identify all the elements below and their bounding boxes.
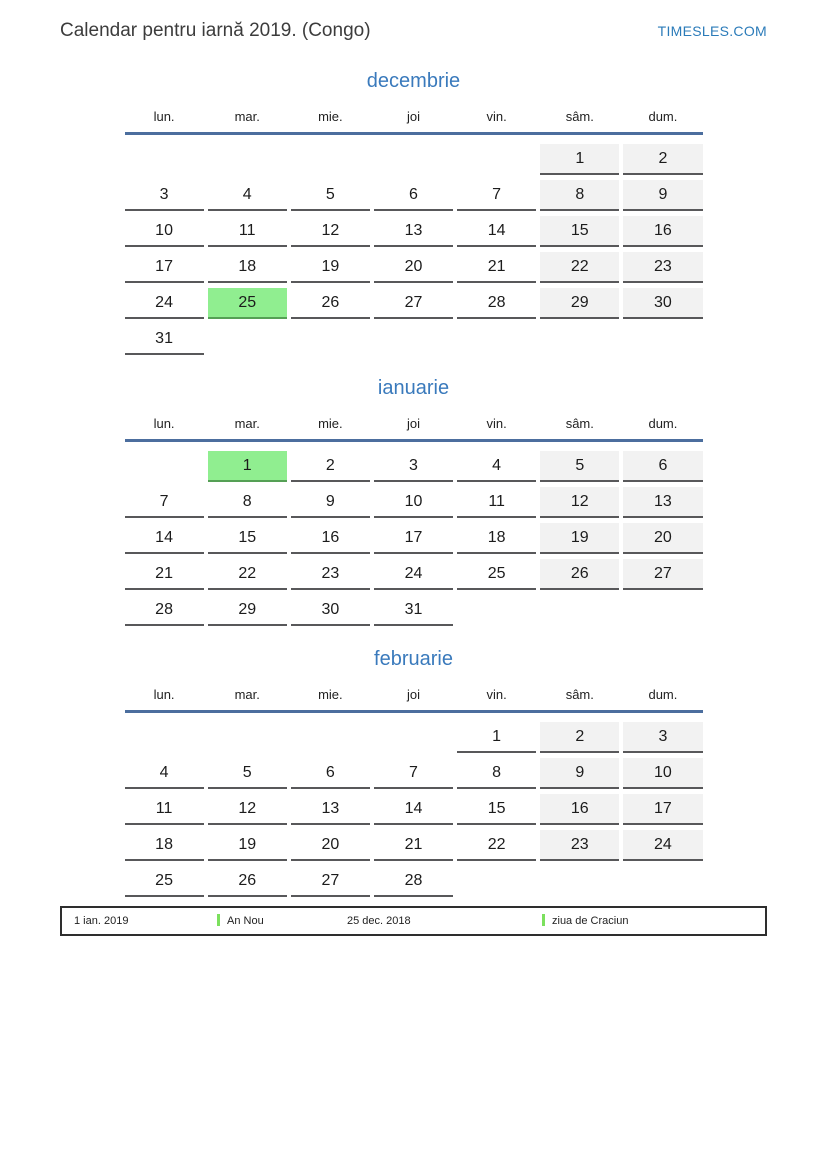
day-of-week-label: mar. (234, 109, 260, 124)
day-cell: 11 (208, 216, 287, 247)
empty-cell (125, 722, 204, 751)
day-of-week-label: mie. (318, 687, 343, 702)
day-cell: 3 (125, 180, 204, 211)
day-cell: 2 (623, 144, 702, 175)
empty-cell (374, 722, 453, 751)
day-cell: 5 (291, 180, 370, 211)
day-cell: 2 (540, 722, 619, 753)
day-cell: 3 (374, 451, 453, 482)
holiday-marker-icon (542, 914, 545, 926)
month-title: februarie (374, 648, 453, 670)
day-of-week-header-row (125, 687, 703, 713)
day-cell: 15 (208, 523, 287, 554)
day-cell: 24 (374, 559, 453, 590)
day-cell: 4 (208, 180, 287, 211)
day-cell: 7 (457, 180, 536, 211)
day-cell: 21 (374, 830, 453, 861)
day-cell: 26 (291, 288, 370, 319)
empty-cell (457, 324, 536, 353)
day-of-week-label: sâm. (565, 416, 594, 431)
empty-cell (457, 144, 536, 173)
day-cell: 11 (457, 487, 536, 518)
day-cell: 8 (457, 758, 536, 789)
day-cell: 17 (374, 523, 453, 554)
day-of-week-label: mie. (318, 416, 343, 431)
day-cell: 29 (540, 288, 619, 319)
day-cell: 24 (125, 288, 204, 319)
day-cell: 15 (457, 794, 536, 825)
legend-date: 1 ian. 2019 (74, 915, 129, 927)
empty-cell (623, 595, 702, 624)
empty-cell (540, 866, 619, 895)
day-of-week-label: mar. (234, 687, 260, 702)
day-cell: 13 (374, 216, 453, 247)
day-cell: 19 (540, 523, 619, 554)
day-cell: 26 (208, 866, 287, 897)
day-cell: 27 (623, 559, 702, 590)
day-of-week-label: joi (406, 416, 420, 431)
day-cell: 1 (457, 722, 536, 753)
day-of-week-label: mie. (318, 109, 343, 124)
empty-cell (208, 722, 287, 751)
legend-label: ziua de Craciun (552, 915, 629, 927)
day-cell: 22 (457, 830, 536, 861)
empty-cell (291, 722, 370, 751)
day-of-week-header-row (125, 109, 703, 135)
day-cell: 19 (291, 252, 370, 283)
day-cell: 5 (208, 758, 287, 789)
day-cell: 16 (540, 794, 619, 825)
day-cell: 18 (457, 523, 536, 554)
day-cell: 20 (374, 252, 453, 283)
empty-cell (623, 324, 702, 353)
day-of-week-label: vin. (486, 416, 507, 431)
month-title: decembrie (366, 70, 461, 92)
day-cell: 19 (208, 830, 287, 861)
day-cell: 4 (457, 451, 536, 482)
empty-cell (457, 866, 536, 895)
day-cell: 28 (125, 595, 204, 626)
empty-cell (374, 144, 453, 173)
day-cell: 14 (125, 523, 204, 554)
holiday-marker-icon (217, 914, 220, 926)
day-of-week-label: joi (406, 687, 420, 702)
day-cell: 9 (623, 180, 702, 211)
month-february (125, 648, 703, 897)
day-of-week-label: vin. (486, 109, 507, 124)
day-cell: 22 (208, 559, 287, 590)
holiday-day-cell: 25 (208, 288, 287, 319)
month-grid (125, 722, 703, 897)
legend-item (217, 908, 264, 934)
page-header (0, 0, 827, 42)
day-cell: 10 (125, 216, 204, 247)
empty-cell (125, 144, 204, 173)
day-cell: 27 (374, 288, 453, 319)
day-cell: 16 (623, 216, 702, 247)
day-of-week-label: sâm. (565, 687, 594, 702)
day-cell: 5 (540, 451, 619, 482)
day-cell: 13 (291, 794, 370, 825)
empty-cell (291, 144, 370, 173)
month-title: ianuarie (377, 377, 450, 399)
day-cell: 18 (208, 252, 287, 283)
day-cell: 24 (623, 830, 702, 861)
day-cell: 16 (291, 523, 370, 554)
day-of-week-label: lun. (153, 416, 175, 431)
day-cell: 6 (374, 180, 453, 211)
day-cell: 17 (623, 794, 702, 825)
legend (60, 906, 767, 936)
month-grid (125, 144, 703, 355)
day-cell: 31 (374, 595, 453, 626)
day-cell: 23 (623, 252, 702, 283)
day-cell: 4 (125, 758, 204, 789)
day-cell: 6 (291, 758, 370, 789)
day-cell: 13 (623, 487, 702, 518)
legend-label: An Nou (227, 915, 264, 927)
day-cell: 10 (623, 758, 702, 789)
day-of-week-label: lun. (153, 687, 175, 702)
day-cell: 12 (540, 487, 619, 518)
day-of-week-header-row (125, 416, 703, 442)
day-cell: 21 (125, 559, 204, 590)
day-cell: 29 (208, 595, 287, 626)
day-cell: 11 (125, 794, 204, 825)
empty-cell (374, 324, 453, 353)
day-cell: 25 (125, 866, 204, 897)
empty-cell (457, 595, 536, 624)
day-cell: 31 (125, 324, 204, 355)
page-title: Calendar pentru iarnă 2019. (Congo) (60, 20, 371, 41)
day-of-week-label: sâm. (565, 109, 594, 124)
day-cell: 22 (540, 252, 619, 283)
day-cell: 2 (291, 451, 370, 482)
day-cell: 23 (291, 559, 370, 590)
day-cell: 30 (291, 595, 370, 626)
day-cell: 26 (540, 559, 619, 590)
day-cell: 21 (457, 252, 536, 283)
day-cell: 15 (540, 216, 619, 247)
day-of-week-label: joi (406, 109, 420, 124)
holiday-day-cell: 1 (208, 451, 287, 482)
day-cell: 27 (291, 866, 370, 897)
day-cell: 3 (623, 722, 702, 753)
day-cell: 7 (374, 758, 453, 789)
empty-cell (540, 595, 619, 624)
day-cell: 30 (623, 288, 702, 319)
empty-cell (291, 324, 370, 353)
day-cell: 23 (540, 830, 619, 861)
month-grid (125, 451, 703, 626)
day-of-week-label: mar. (234, 416, 260, 431)
day-cell: 14 (457, 216, 536, 247)
day-cell: 12 (291, 216, 370, 247)
empty-cell (540, 324, 619, 353)
day-of-week-label: dum. (648, 109, 678, 124)
empty-cell (623, 866, 702, 895)
day-cell: 18 (125, 830, 204, 861)
day-of-week-label: dum. (648, 687, 678, 702)
day-cell: 25 (457, 559, 536, 590)
day-cell: 20 (623, 523, 702, 554)
day-of-week-label: lun. (153, 109, 175, 124)
day-cell: 14 (374, 794, 453, 825)
day-cell: 6 (623, 451, 702, 482)
day-cell: 7 (125, 487, 204, 518)
empty-cell (208, 324, 287, 353)
day-cell: 20 (291, 830, 370, 861)
day-cell: 9 (291, 487, 370, 518)
legend-date: 25 dec. 2018 (347, 915, 411, 927)
day-of-week-label: dum. (648, 416, 678, 431)
day-cell: 28 (374, 866, 453, 897)
day-of-week-label: vin. (486, 687, 507, 702)
empty-cell (125, 451, 204, 480)
day-cell: 10 (374, 487, 453, 518)
day-cell: 1 (540, 144, 619, 175)
legend-item (542, 908, 628, 934)
month-december (125, 70, 703, 355)
day-cell: 17 (125, 252, 204, 283)
month-january (125, 377, 703, 626)
site-link[interactable]: TIMESLES.COM (657, 23, 767, 39)
day-cell: 28 (457, 288, 536, 319)
day-cell: 9 (540, 758, 619, 789)
empty-cell (208, 144, 287, 173)
day-cell: 12 (208, 794, 287, 825)
day-cell: 8 (540, 180, 619, 211)
day-cell: 8 (208, 487, 287, 518)
